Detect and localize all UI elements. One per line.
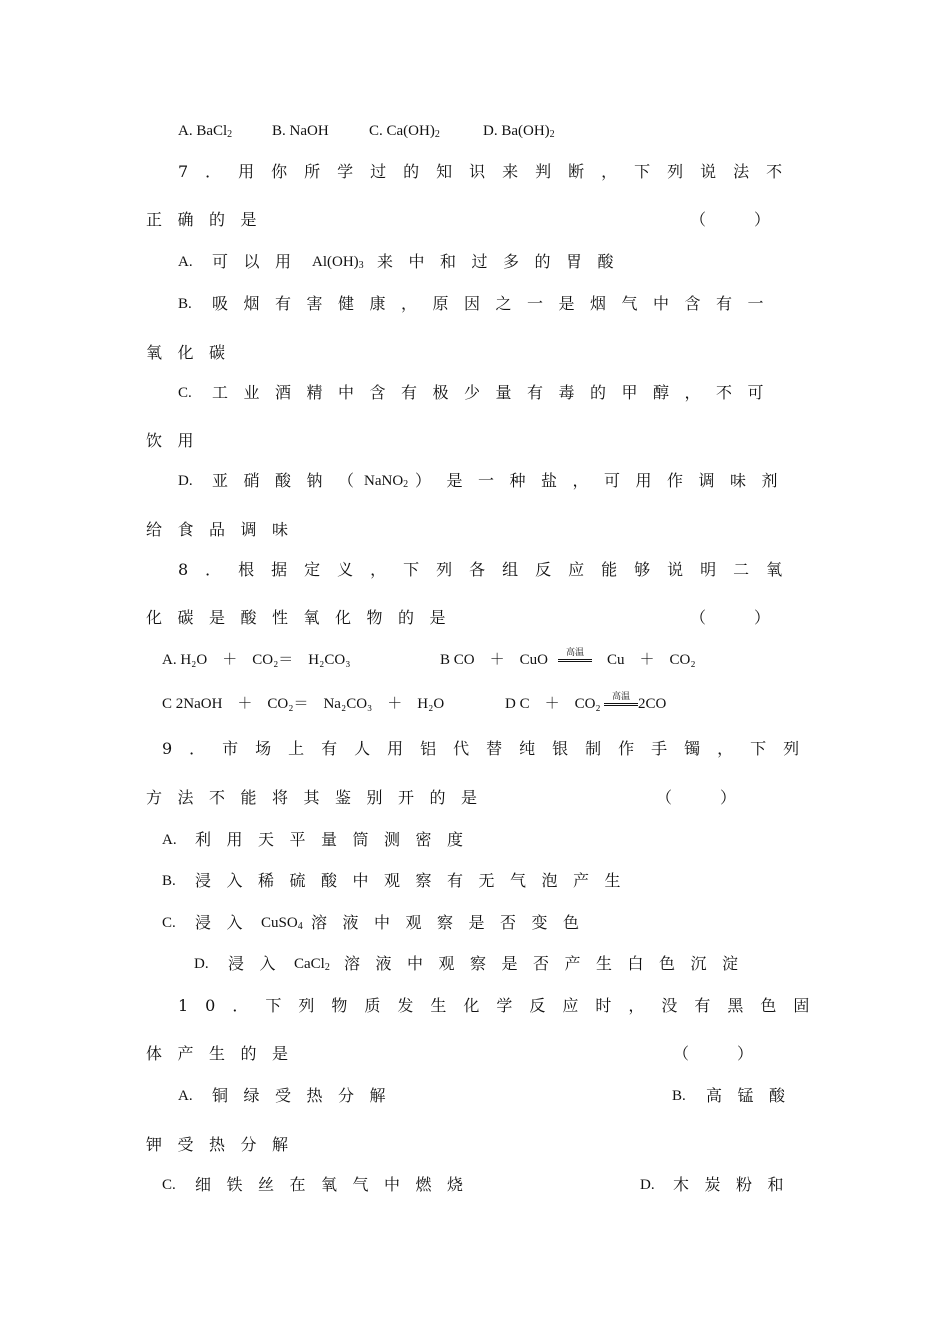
- q8-options-cd: [0, 691, 950, 717]
- q10-option-a-label: A.: [178, 1088, 193, 1104]
- q7-option-c-label: C.: [178, 385, 192, 401]
- q10-option-a-text: 铜绿受热分解: [212, 1086, 402, 1105]
- q10-option-c-text: 细铁丝在氧气中燃烧: [195, 1175, 479, 1194]
- q8-option-c: C 2NaOH ＋ CO₂＝ Na₂CO₃ ＋ H₂O: [162, 696, 445, 712]
- q6-option-a: A. BaCl$_2$: [178, 123, 233, 140]
- q9-stem-cont: 方法不能将其鉴别开的是: [146, 788, 493, 807]
- q10-option-d-label: D.: [640, 1177, 655, 1193]
- q7-option-d: [0, 468, 950, 494]
- q8-option-b-condition: 高温: [565, 648, 584, 658]
- q7-stem: 7．用你所学过的知识来判断，下列说法不: [178, 162, 800, 181]
- q9-answer-paren: （ ）: [656, 788, 737, 807]
- q8-option-a: A. H₂O ＋ CO₂＝ H₂CO₃: [162, 652, 351, 668]
- q7-stem-line-1: [0, 159, 950, 185]
- q6-option-c: C. $Ca(OH)_2$: [369, 123, 440, 140]
- q7-answer-paren: （ ）: [690, 210, 771, 229]
- q10-option-b-text-2: 钾受热分解: [146, 1135, 304, 1154]
- q8-options-ab: [0, 647, 950, 673]
- q9-option-d-text: 浸入: [228, 954, 292, 973]
- q7-option-b: [0, 291, 950, 317]
- q7-option-a-label: A.: [178, 254, 193, 270]
- q9-option-c-label: C.: [162, 915, 176, 931]
- q8-stem-line-2: [0, 605, 950, 631]
- q10-option-b-label: B.: [672, 1088, 686, 1104]
- q9-stem-line-2: [0, 785, 950, 811]
- q9-option-a-text: 利用天平量筒测密度: [195, 830, 479, 849]
- q8-option-b-products: Cu ＋ CO₂: [607, 652, 696, 668]
- q10-options-ab: [0, 1083, 950, 1109]
- q7-option-d-text-2: ）是一种盐，可用作调味剂: [415, 471, 794, 490]
- q7-option-d-cont: [0, 517, 950, 543]
- q7-option-c: [0, 380, 950, 406]
- q7-option-a-text-2: 来中和过多的胃酸: [377, 252, 630, 271]
- q6-options: [0, 118, 950, 144]
- q7-option-c-text: 工业酒精中含有极少量有毒的甲醇，不可: [212, 383, 780, 402]
- q10-option-d-text: 木炭粉和: [673, 1175, 800, 1194]
- q9-stem-line-1: [0, 736, 950, 762]
- q7-option-b-text: 吸烟有害健康，原因之一是烟气中含有一: [212, 294, 780, 313]
- q7-option-b-label: B.: [178, 296, 192, 312]
- q9-option-c: [0, 910, 950, 936]
- q7-option-c-cont: [0, 428, 950, 454]
- q9-option-c-formula: CuSO$_4$: [261, 915, 303, 932]
- q8-option-d-arrow: [604, 691, 638, 717]
- q9-option-b-label: B.: [162, 873, 176, 889]
- q10-stem-line-1: [0, 993, 950, 1019]
- q7-option-d-formula: NaNO$_2$: [364, 473, 409, 490]
- q7-option-d-text: 亚硝酸钠（: [212, 471, 370, 490]
- q8-stem-cont: 化碳是酸性氧化物的是: [146, 608, 462, 627]
- q7-option-b-text-2: 氧化碳: [146, 343, 241, 362]
- q10-option-b-cont: [0, 1132, 950, 1158]
- q9-option-b-text: 浸入稀硫酸中观察有无气泡产生: [195, 871, 637, 890]
- q7-stem-cont: 正确的是: [146, 210, 273, 229]
- q8-option-d-reactants: D C ＋ CO₂: [505, 696, 601, 712]
- q8-option-b-reactants: B CO ＋ CuO: [440, 652, 548, 668]
- q7-stem-line-2: [0, 207, 950, 233]
- q9-option-d-text-2: 溶液中观察是否产生白色沉淀: [344, 954, 754, 973]
- q8-stem-line-1: [0, 557, 950, 583]
- q8-stem: 8．根据定义，下列各组反应能够说明二氧: [178, 560, 800, 579]
- q7-option-a-formula: $Al(OH)_3$: [312, 254, 364, 271]
- q9-option-b: [0, 868, 950, 894]
- q9-option-c-text: 浸入: [195, 913, 259, 932]
- q10-options-cd: [0, 1172, 950, 1198]
- q9-option-d-formula: CaCl$_2$: [294, 956, 330, 973]
- q7-option-b-cont: [0, 340, 950, 366]
- q6-option-b: B. NaOH: [272, 123, 329, 139]
- q10-option-b-text: 高锰酸: [706, 1086, 801, 1105]
- q8-option-b-arrow: [558, 647, 592, 673]
- q10-option-c-label: C.: [162, 1177, 176, 1193]
- q7-option-d-label: D.: [178, 473, 193, 489]
- q9-option-a: [0, 827, 950, 853]
- q7-option-c-text-2: 饮用: [146, 431, 210, 450]
- q8-option-d-condition: 高温: [611, 692, 630, 702]
- q7-option-d-text-3: 给食品调味: [146, 520, 304, 539]
- q10-stem-cont: 体产生的是: [146, 1044, 304, 1063]
- q7-option-a-text: 可以用: [212, 252, 307, 271]
- q10-answer-paren: （ ）: [673, 1044, 754, 1063]
- q9-option-c-text-2: 溶液中观察是否变色: [311, 913, 595, 932]
- q6-option-d: D. $Ba(OH)_2$: [483, 123, 555, 140]
- q10-stem: 10．下列物质发生化学反应时，没有黑色固: [178, 996, 827, 1015]
- q8-option-d-products: 2CO: [638, 696, 667, 712]
- q9-option-a-label: A.: [162, 832, 177, 848]
- q7-option-a: [0, 249, 950, 275]
- q9-option-d-label: D.: [194, 956, 209, 972]
- q9-option-d: [0, 951, 950, 977]
- q8-answer-paren: （ ）: [690, 608, 771, 627]
- q9-stem: 9．市场上有人用铝代替纯银制作手镯，下列: [162, 739, 817, 758]
- q10-stem-line-2: [0, 1041, 950, 1067]
